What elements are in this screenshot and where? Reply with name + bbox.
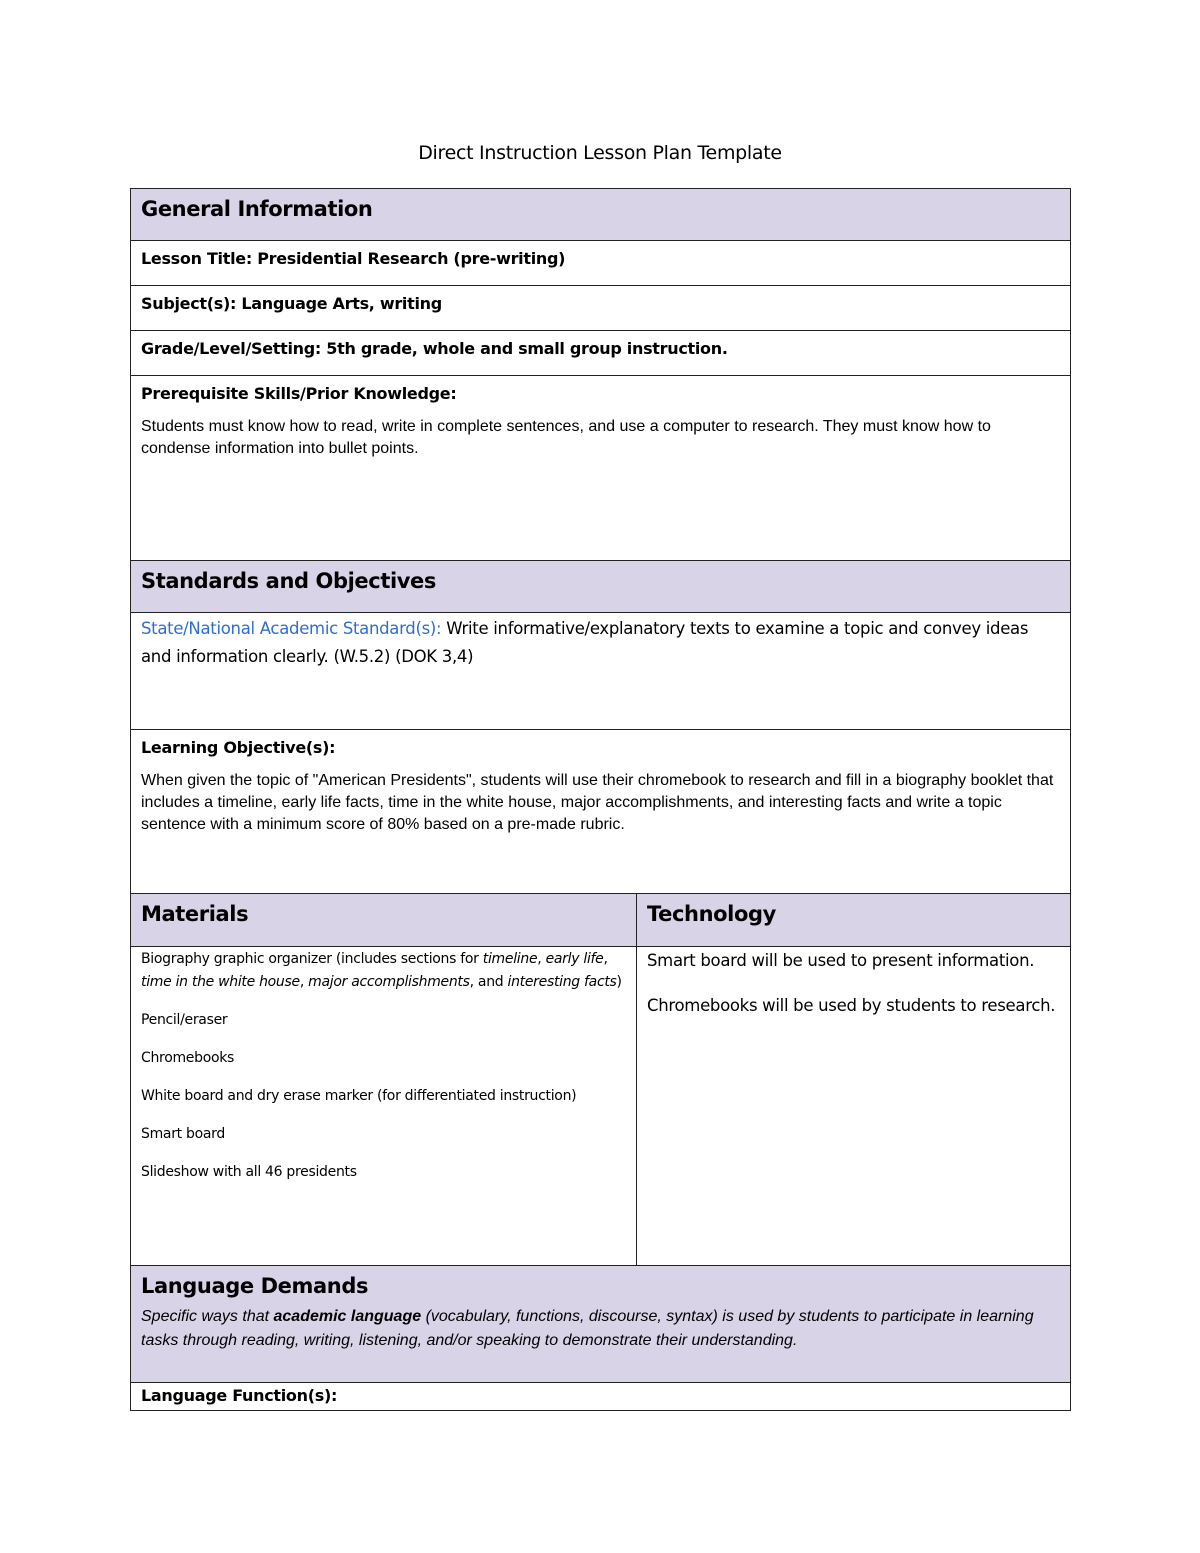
materials-item: Chromebooks <box>141 1050 235 1066</box>
grade-level-setting: Grade/Level/Setting: 5th grade, whole and small group instruction. <box>141 339 728 358</box>
learning-objective-text: When given the topic of "American Presidents", students will use their chromebook to research and fill in a biography booklet that includes a timeline, early life facts, time in the white house, major accomplishments, and interesting facts and write a topic sentence with a minimum score of 80% based on a pre-made rubric. <box>141 772 1054 833</box>
learning-objective-row <box>131 730 1071 894</box>
standards-objectives-header: Standards and Objectives <box>141 569 436 593</box>
technology-item: Chromebooks will be used by students to research. <box>647 996 1056 1015</box>
technology-header: Technology <box>647 902 776 926</box>
prerequisite-label: Prerequisite Skills/Prior Knowledge: <box>141 384 457 403</box>
prerequisite-text: Students must know how to read, write in complete sentences, and use a computer to research. They must know how to condense information into bullet points. <box>141 418 991 457</box>
materials-item: White board and dry erase marker (for differentiated instruction) <box>141 1088 577 1104</box>
materials-item: Pencil/eraser <box>141 1012 228 1028</box>
lesson-title: Lesson Title: Presidential Research (pre-writing) <box>141 249 566 268</box>
lesson-title-row <box>131 241 1071 286</box>
materials-item-graphic-organizer: Biography graphic organizer (includes sections for timeline, early life, time in the white house, major accomplishments, and interesting facts) <box>141 951 622 990</box>
prerequisite-row <box>131 376 1071 561</box>
language-demands-row <box>131 1266 1071 1383</box>
materials-technology-row <box>131 947 1071 1266</box>
technology-item: Smart board will be used to present information. <box>647 951 1035 970</box>
subjects-row <box>131 286 1071 331</box>
document-title: Direct Instruction Lesson Plan Template <box>418 142 782 164</box>
language-function-row <box>131 1383 1071 1411</box>
academic-standard-text: Write informative/explanatory texts to examine a topic and convey ideas and information clearly. (W.5.2) (DOK 3,4) <box>141 619 1029 666</box>
lesson-plan-table <box>130 188 1071 1411</box>
materials-item: Smart board <box>141 1126 225 1142</box>
general-information-row <box>131 189 1071 241</box>
subjects: Subject(s): Language Arts, writing <box>141 294 442 313</box>
grade-row <box>131 331 1071 376</box>
materials-technology-header-row <box>131 894 1071 947</box>
general-information-header: General Information <box>141 197 373 221</box>
language-demands-header: Language Demands <box>141 1274 369 1298</box>
materials-header: Materials <box>141 902 249 926</box>
materials-list <box>141 947 626 1184</box>
standards-objectives-row <box>131 561 1071 613</box>
academic-standard-row <box>131 613 1071 730</box>
language-demands-description: Specific ways that academic language (vocabulary, functions, discourse, syntax) is used by students to participate in learning tasks through reading, writing, listening, and/or speaking to demonstrate their understanding. <box>141 1308 1034 1349</box>
academic-standard-label: State/National Academic Standard(s): <box>141 619 442 638</box>
learning-objective-label: Learning Objective(s): <box>141 738 336 757</box>
academic-standard <box>141 613 1060 671</box>
language-function-label: Language Function(s): <box>141 1386 338 1405</box>
materials-item: Slideshow with all 46 presidents <box>141 1164 357 1180</box>
technology-list <box>647 947 1060 1020</box>
